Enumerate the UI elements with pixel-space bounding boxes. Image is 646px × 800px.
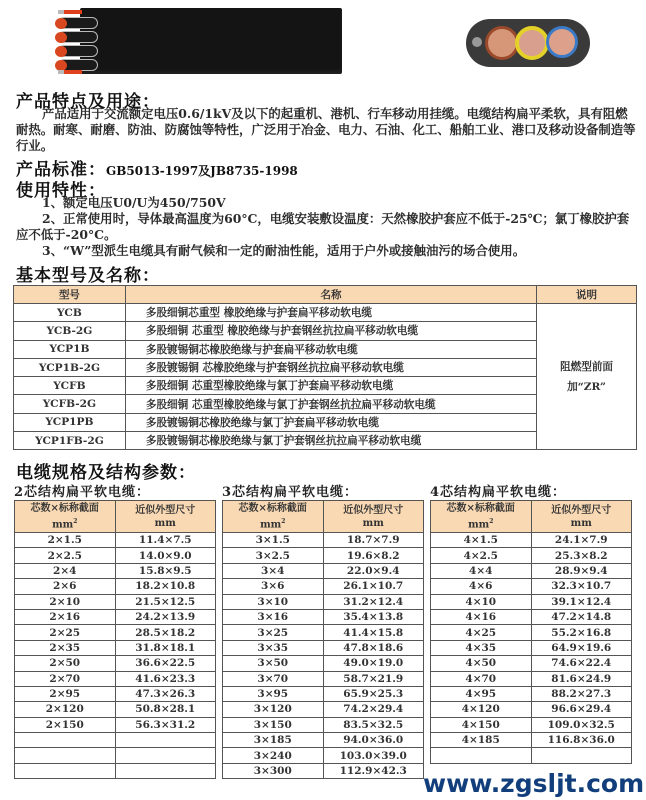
table-row [431,625,632,640]
table-header-row [431,501,632,533]
standard-value: GB5013-1997及JB8735-1998 [106,164,298,178]
model-name: 多股细铜 芯重型 橡胶绝缘与护套钢丝抗拉扁平移动软电缆 [125,322,536,340]
usage-item-3: 3、“W”型派生电缆具有耐气候和一定的耐油性能，适用于户外或接触油污的场合使用。 [42,243,526,258]
cable-jacket [80,8,342,74]
dimensions-cell: 28.9×9.4 [531,563,632,578]
dimensions-cell [115,763,216,778]
dimensions-cell: 83.5×32.5 [323,717,424,732]
col-cores-section: 芯数×标称截面 $mm^2$ [15,501,116,533]
dimensions-cell: 19.6×8.2 [323,548,424,563]
cores-section-cell: 2×4 [15,563,116,578]
table-row [223,579,424,594]
table-row [15,640,216,655]
models-heading: 基本型号及名称： [16,266,160,286]
usage-item-2: 2、正常使用时，导体最高温度为60°C，电缆安装敷设温度：天然橡胶护套应不低于-25℃；氯丁橡胶护套应不低于-20°C。 [16,211,630,242]
cores-section-cell: 4×70 [431,671,532,686]
cores-section-cell: 3×4 [223,563,324,578]
cores-section-cell: 2×6 [15,579,116,594]
dimensions-cell: 15.8×9.5 [115,563,216,578]
table-row [431,533,632,548]
cores-section-cell: 4×16 [431,609,532,624]
model-code: YCP1B-2G [14,358,126,376]
model-name: 多股镀锡铜芯橡胶绝缘与护套扁平移动软电缆 [125,340,536,358]
cores-section-cell: 3×10 [223,594,324,609]
core [58,45,98,57]
table-row [15,579,216,594]
dimensions-cell: 14.0×9.0 [115,548,216,563]
table-row [431,548,632,563]
table-row [15,733,216,748]
spec-title-3core: 3芯结构扁平软电缆： [222,485,359,500]
cores-section-cell: 3×95 [223,686,324,701]
cores-section-cell: 4×120 [431,702,532,717]
cores-section-cell [15,748,116,763]
cores-section-cell: 4×1.5 [431,533,532,548]
cores-section-cell: 2×120 [15,702,116,717]
dimensions-cell: 47.8×18.6 [323,640,424,655]
col-note: 说明 [537,286,637,304]
dimensions-cell: 65.9×25.3 [323,686,424,701]
dimensions-cell: 24.1×7.9 [531,533,632,548]
cores-section-cell: 3×70 [223,671,324,686]
table-row [14,304,637,322]
cable-cross-section-photo [466,19,590,67]
model-name: 多股镀锡铜芯橡胶绝缘与氯丁护套钢丝抗拉扁平移动软电缆 [125,432,536,450]
table-row [431,656,632,671]
model-name: 多股镀锡铜 芯橡胶绝缘与护套钢丝抗拉扁平移动软电缆 [125,358,536,376]
cores-section-cell [15,763,116,778]
table-row [431,717,632,732]
table-row [223,640,424,655]
cores-section-cell: 4×50 [431,656,532,671]
table-row [223,748,424,763]
dimensions-cell: 22.0×9.4 [323,563,424,578]
specs-heading: 电缆规格及结构参数： [16,463,196,483]
model-name: 多股细铜芯重型 橡胶绝缘与护套扁平移动软电缆 [125,304,536,322]
table-row [15,748,216,763]
flame-retardant-note [537,304,637,450]
col-cores-section: 芯数×标称截面 $mm^2$ [431,501,532,533]
dimensions-cell [115,748,216,763]
table-row [15,671,216,686]
cores-section-cell: 4×2.5 [431,548,532,563]
table-row [223,733,424,748]
model-name: 多股镀锡铜芯橡胶绝缘与氯丁护套扁平移动软电缆 [125,413,536,431]
product-images [0,0,646,82]
cores-section-cell: 4×4 [431,563,532,578]
dimensions-cell: 112.9×42.3 [323,763,424,778]
table-row [223,594,424,609]
model-code: YCB [14,304,126,322]
dimensions-cell: 36.6×22.5 [115,656,216,671]
cores-section-cell: 2×10 [15,594,116,609]
core [58,17,98,29]
dimensions-cell: 11.4×7.5 [115,533,216,548]
table-row [223,609,424,624]
table-header-row [14,286,637,304]
dimensions-cell: 26.1×10.7 [323,579,424,594]
col-dimensions: 近似外型尺寸 mm [115,501,216,533]
cores-section-cell: 2×35 [15,640,116,655]
table-row [431,609,632,624]
dimensions-cell: 56.3×31.2 [115,717,216,732]
dimensions-cell: 81.6×24.9 [531,671,632,686]
dimensions-cell: 41.6×23.3 [115,671,216,686]
model-name: 多股细铜 芯重型橡胶绝缘与氯丁护套钢丝抗拉扁平移动软电缆 [125,395,536,413]
dimensions-cell [115,733,216,748]
features-heading: 产品特点及用途： [16,92,160,112]
table-row [431,748,632,763]
table-row [15,548,216,563]
cores-section-cell: 4×6 [431,579,532,594]
table-row [223,563,424,578]
dimensions-cell: 47.3×26.3 [115,686,216,701]
cores-section-cell: 3×185 [223,733,324,748]
dimensions-cell: 31.2×12.4 [323,594,424,609]
col-model: 型号 [14,286,126,304]
dimensions-cell: 55.2×16.8 [531,625,632,640]
dimensions-cell: 39.1×12.4 [531,594,632,609]
table-row [15,702,216,717]
table-row [15,656,216,671]
cores-section-cell: 3×1.5 [223,533,324,548]
dimensions-cell: 58.7×21.9 [323,671,424,686]
table-row [15,717,216,732]
dimensions-cell: 49.0×19.0 [323,656,424,671]
spec-title-2core: 2芯结构扁平软电缆： [14,485,151,500]
spec-table-3core [222,500,424,779]
cores-section-cell: 3×120 [223,702,324,717]
table-row [15,763,216,778]
wire-red-bottom [64,70,82,74]
col-cores-section: 芯数×标称截面 $mm^2$ [223,501,324,533]
cores-section-cell: 2×95 [15,686,116,701]
cores-section-cell: 4×35 [431,640,532,655]
features-text: 产品适用于交流额定电压0.6/1kV及以下的起重机、港机、行车移动用挂缆。电缆结构扁平柔软，具有阻燃耐热。耐寒、耐磨、防油、防腐蚀等特性，广泛用于冶金、电力、石油、化工、船舶工业、港口及移动设备制造等 行业。 [16,106,636,153]
cores-section-cell [431,748,532,763]
table-row [223,671,424,686]
cores-section-cell: 3×2.5 [223,548,324,563]
table-row [15,625,216,640]
cores-section-cell: 3×240 [223,748,324,763]
table-row [223,702,424,717]
cores-section-cell: 3×300 [223,763,324,778]
dimensions-cell: 96.6×29.4 [531,702,632,717]
col-name: 名称 [125,286,536,304]
table-row [431,686,632,701]
dimensions-cell [531,748,632,763]
table-row [15,609,216,624]
model-code: YCP1B [14,340,126,358]
dimensions-cell: 18.7×7.9 [323,533,424,548]
cores-section-cell: 3×35 [223,640,324,655]
dimensions-cell: 50.8×28.1 [115,702,216,717]
core [58,31,98,43]
spec-title-4core: 4芯结构扁平软电缆： [430,485,567,500]
table-row [223,548,424,563]
cores-section-cell: 4×95 [431,686,532,701]
table-row [223,533,424,548]
cores-section-cell: 4×10 [431,594,532,609]
table-row [15,686,216,701]
table-row [15,533,216,548]
table-row [431,702,632,717]
cores-section-cell: 3×6 [223,579,324,594]
cores-section-cell: 2×70 [15,671,116,686]
col-dimensions: 近似外型尺寸 mm [323,501,424,533]
table-row [223,656,424,671]
model-code: YCB-2G [14,322,126,340]
cores-section-cell: 2×50 [15,656,116,671]
cores-section-cell: 2×150 [15,717,116,732]
model-code: YCP1FB-2G [14,432,126,450]
table-row [15,594,216,609]
dimensions-cell: 18.2×10.8 [115,579,216,594]
table-header-row [223,501,424,533]
table-row [431,563,632,578]
dimensions-cell: 94.0×36.0 [323,733,424,748]
cores-section-cell: 4×25 [431,625,532,640]
table-row [15,563,216,578]
website-watermark: www.zgsljt.com [423,769,645,798]
dimensions-cell: 47.2×14.8 [531,609,632,624]
cores-section-cell: 4×150 [431,717,532,732]
models-table [13,285,637,450]
spec-table-4core [430,500,632,764]
dimensions-cell: 109.0×32.5 [531,717,632,732]
table-row [223,625,424,640]
dimensions-cell: 28.5×18.2 [115,625,216,640]
dimensions-cell: 103.0×39.0 [323,748,424,763]
table-row [431,733,632,748]
table-row [431,640,632,655]
model-code: YCFB-2G [14,395,126,413]
cores-section-cell: 3×50 [223,656,324,671]
table-row [223,686,424,701]
flat-cable-photo [52,6,342,74]
model-code: YCP1PB [14,413,126,431]
table-row [431,594,632,609]
dimensions-cell: 41.4×15.8 [323,625,424,640]
note-line-2: 加“ZR” [567,380,607,393]
model-code: YCFB [14,377,126,395]
cores-section-cell: 2×16 [15,609,116,624]
cores-section-cell: 4×185 [431,733,532,748]
dimensions-cell: 24.2×13.9 [115,609,216,624]
table-row [431,579,632,594]
cores-section-cell: 3×150 [223,717,324,732]
cores-section-cell: 2×1.5 [15,533,116,548]
table-header-row [15,501,216,533]
usage-heading: 使用特性： [16,181,106,201]
wire-red-top [64,10,82,14]
dimensions-cell: 35.4×13.8 [323,609,424,624]
cores-section-cell: 2×2.5 [15,548,116,563]
dimensions-cell: 25.3×8.2 [531,548,632,563]
col-dimensions: 近似外型尺寸 mm [531,501,632,533]
dimensions-cell: 74.6×22.4 [531,656,632,671]
dimensions-cell: 31.8×18.1 [115,640,216,655]
table-row [223,717,424,732]
note-line-1: 阻燃型前面 [560,360,614,373]
usage-item-1: 1、额定电压U0/U为450/750V [42,195,226,210]
table-row [223,763,424,778]
dimensions-cell: 74.2×29.4 [323,702,424,717]
dimensions-cell: 116.8×36.0 [531,733,632,748]
dimensions-cell: 88.2×27.3 [531,686,632,701]
dimensions-cell: 32.3×10.7 [531,579,632,594]
dimensions-cell: 64.9×19.6 [531,640,632,655]
spec-table-2core [14,500,216,779]
dimensions-cell: 21.5×12.5 [115,594,216,609]
model-name: 多股细铜 芯重型橡胶绝缘与氯丁护套扁平移动软电缆 [125,377,536,395]
cores-section-cell: 3×16 [223,609,324,624]
cores-section-cell: 2×25 [15,625,116,640]
standard-heading: 产品标准：GB5013-1997及JB8735-1998 [16,160,298,180]
cores-section-cell [15,733,116,748]
cores-section-cell: 3×25 [223,625,324,640]
table-row [431,671,632,686]
